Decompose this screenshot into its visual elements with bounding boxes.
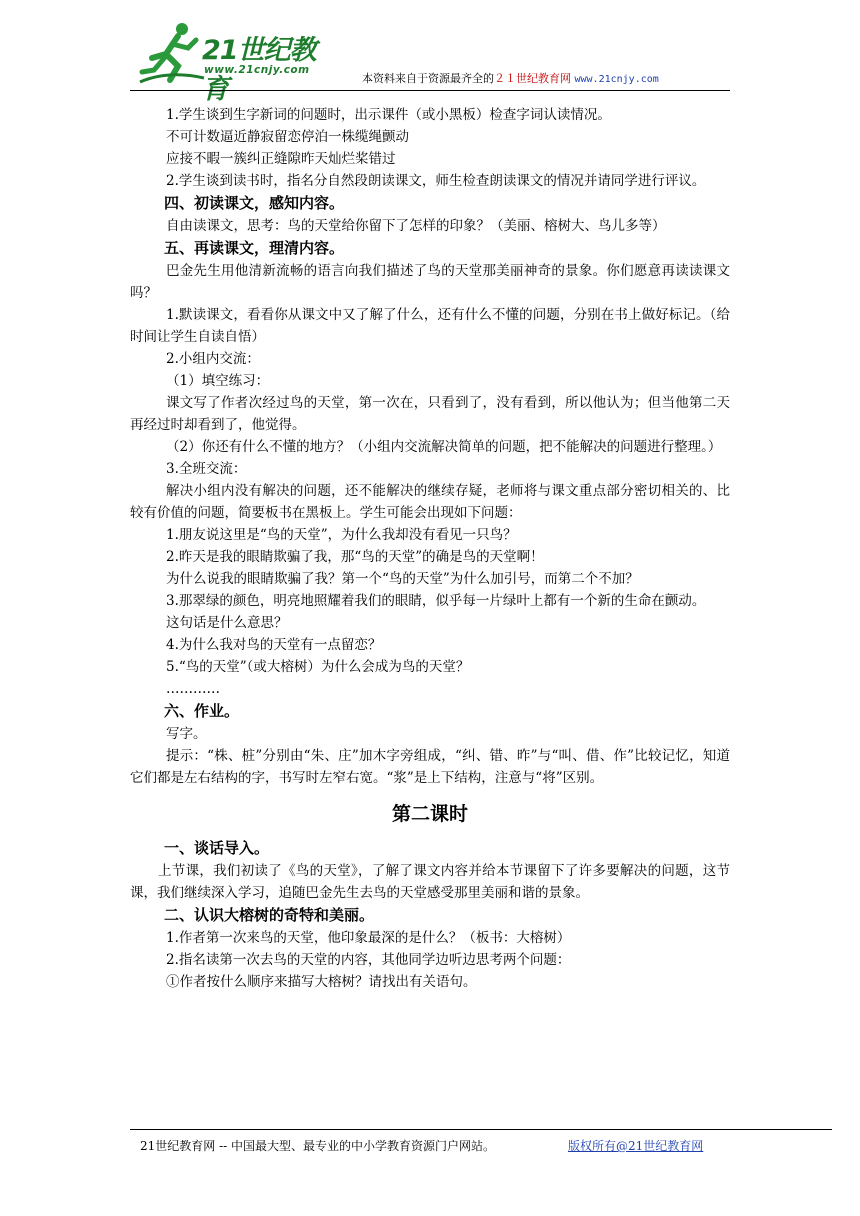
paragraph: 1.学生谈到生字新词的问题时，出示课件（或小黑板）检查字词认读情况。 (166, 107, 611, 123)
logo-text: 21世纪教育 (202, 35, 316, 105)
paragraph: 写字。 (166, 726, 207, 742)
tagline-url[interactable]: www.21cnjy.com (574, 74, 659, 85)
paragraph: 4.为什么我对鸟的天堂有一点留恋？ (166, 637, 382, 653)
paragraph: 3.全班交流： (166, 461, 247, 477)
paragraph: 1.作者第一次来鸟的天堂，他印象最深的是什么？（板书：大榕树） (166, 930, 571, 946)
paragraph: 2.学生谈到读书时，指名分自然段朗读课文，师生检查朗读课文的情况并请同学进行评议。 (166, 173, 706, 189)
site-logo[interactable] (138, 20, 338, 105)
paragraph: 为什么说我的眼睛欺骗了我？第一个“鸟的天堂”为什么加引号，而第二个不加？ (166, 571, 639, 587)
paragraph: ①作者按什么顺序来描写大榕树？请找出有关语句。 (166, 974, 477, 990)
paragraph: 解决小组内没有解决的问题，还不能解决的继续存疑，老师将与课文重点部分密切相关的、比较有价值的问题，简要板书在黑板上。学生可能会出现如下问题： (130, 483, 730, 521)
lesson-title: 第二课时 (391, 803, 468, 825)
page-footer (140, 1137, 704, 1154)
logo-url: www.21cnjy.com (204, 64, 310, 76)
paragraph: 2.小组内交流： (166, 351, 260, 367)
header-tagline (362, 70, 659, 86)
footer-divider (130, 1129, 832, 1130)
paragraph: 巴金先生用他清新流畅的语言向我们描述了鸟的天堂那美丽神奇的景象。你们愿意再读读课文吗？ (130, 263, 730, 301)
paragraph: 1.朋友说这里是“鸟的天堂”，为什么我却没有看见一只鸟？ (166, 527, 517, 543)
paragraph: ………… (166, 681, 220, 697)
tagline-prefix: 本资料来自于资源最齐全的 (362, 72, 494, 85)
paragraph: 提示：“株、桩”分别由“朱、庄”加木字旁组成，“纠、错、昨”与“叫、借、作”比较记忆，知道它们都是左右结构的字，书写时左窄右宽。“浆”是上下结构，注意与“将”区别。 (130, 748, 730, 786)
section-heading: 二、认识大榕树的奇特和美丽。 (164, 906, 375, 924)
section-heading: 六、作业。 (164, 702, 240, 720)
section-heading: 五、再读课文，理清内容。 (164, 239, 345, 257)
tagline-site-name[interactable]: ２１世纪教育网 (494, 72, 571, 85)
copyright-link[interactable]: 版权所有@21世纪教育网 (568, 1139, 704, 1153)
section-heading: 四、初读课文，感知内容。 (164, 194, 345, 212)
footer-text: 21世纪教育网 -- 中国最大型、最专业的中小学教育资源门户网站。 (140, 1139, 496, 1153)
paragraph: 2.指名读第一次去鸟的天堂的内容，其他同学边听边思考两个问题： (166, 952, 571, 968)
paragraph: 5.“鸟的天堂”（或大榕树）为什么会成为鸟的天堂？ (166, 659, 470, 675)
paragraph: 2.昨天是我的眼睛欺骗了我，那“鸟的天堂”的确是鸟的天堂啊！ (166, 549, 544, 565)
paragraph: 应接不暇一簇纠正缝隙昨天灿烂桨错过 (166, 151, 396, 167)
header-divider (130, 90, 730, 91)
paragraph: 上节课，我们初读了《鸟的天堂》，了解了课文内容并给本节课留下了许多要解决的问题，这节课，我们继续深入学习，追随巴金先生去鸟的天堂感受那里美丽和谐的景象。 (130, 863, 730, 901)
paragraph: 1.默读课文，看看你从课文中又了解了什么，还有什么不懂的问题，分别在书上做好标记。（给时间让学生自读自悟） (130, 307, 730, 345)
document-body (130, 104, 730, 993)
paragraph: （1）填空练习： (166, 373, 270, 389)
paragraph: 这句话是什么意思？ (166, 615, 288, 631)
paragraph: （2）你还有什么不懂的地方？（小组内交流解决简单的问题，把不能解决的问题进行整理。） (166, 439, 722, 455)
page-header (130, 14, 730, 105)
paragraph: 不可计数逼近静寂留恋停泊一株缆绳颤动 (166, 129, 409, 145)
paragraph: 课文写了作者次经过鸟的天堂，第一次在，只看到了，没有看到，所以他认为；但当他第二天再经过时却看到了，他觉得。 (130, 395, 730, 433)
running-figure-icon (138, 20, 208, 86)
section-heading: 一、谈话导入。 (164, 839, 270, 857)
paragraph: 3.那翠绿的颜色，明亮地照耀着我们的眼睛，似乎每一片绿叶上都有一个新的生命在颤动。 (166, 593, 706, 609)
paragraph: 自由读课文，思考：鸟的天堂给你留下了怎样的印象？（美丽、榕树大、鸟儿多等） (166, 218, 666, 234)
